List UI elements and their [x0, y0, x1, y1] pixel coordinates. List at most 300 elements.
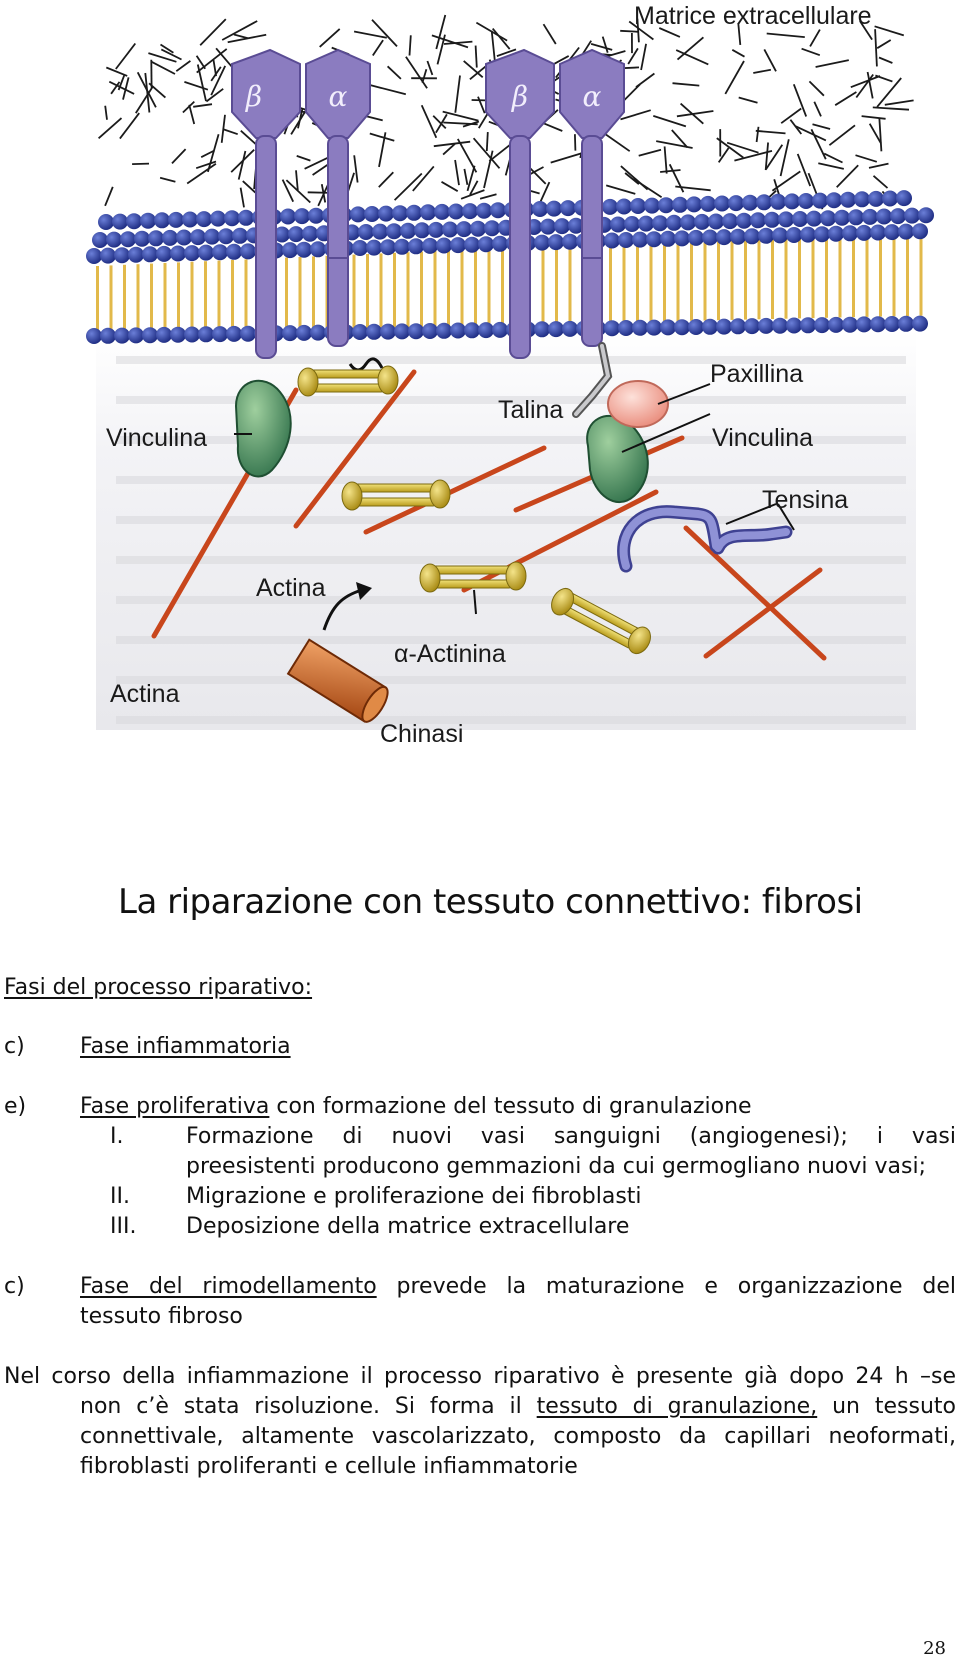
matrix-fiber: [591, 44, 612, 50]
matrix-fiber: [427, 61, 432, 75]
focal-adhesion-figure: [86, 0, 944, 780]
lipid-head: [294, 208, 310, 224]
lipid-head: [296, 242, 312, 258]
lipid-head: [156, 327, 172, 343]
lipid-head: [406, 205, 422, 221]
lipid-tail: [177, 262, 180, 332]
matrix-fiber: [354, 32, 387, 38]
lipid-head: [730, 229, 746, 245]
matrix-fiber: [105, 106, 107, 120]
matrix-fiber: [369, 85, 406, 94]
lipid-head: [364, 206, 380, 222]
lipid-head: [890, 208, 906, 224]
sublist-number: III.: [110, 1214, 137, 1239]
beta-label: β: [245, 80, 263, 113]
matrix-fiber: [132, 164, 149, 165]
matrix-fiber: [476, 46, 477, 68]
lipid-head: [478, 322, 494, 338]
matrix-fiber: [877, 40, 891, 48]
lipid-head: [694, 214, 710, 230]
lipid-head: [212, 326, 228, 342]
lipid-head: [778, 211, 794, 227]
lipid-head: [868, 191, 884, 207]
lipid-tail: [488, 249, 491, 326]
lipid-head: [386, 223, 402, 239]
lipid-head: [198, 245, 214, 261]
lipid-head: [352, 240, 368, 256]
vinculin-label-right: Vinculina: [712, 424, 814, 452]
alpha-actinin-label: α-Actinina: [394, 640, 506, 668]
matrix-fiber: [479, 114, 488, 128]
lipid-head: [672, 197, 688, 213]
lipid-head: [98, 214, 114, 230]
lipid-tail: [393, 253, 396, 328]
lipid-tail: [650, 241, 653, 321]
lipid-tail: [447, 250, 450, 326]
matrix-fiber: [120, 113, 139, 139]
matrix-fiber: [802, 49, 820, 56]
lipid-head: [548, 234, 564, 250]
lipid-head: [884, 224, 900, 240]
lipid-head: [448, 204, 464, 220]
lipid-head: [644, 198, 660, 214]
lipid-tail: [704, 239, 707, 321]
matrix-fiber: [138, 72, 156, 107]
lipid-tail: [623, 243, 626, 323]
lipid-tail: [420, 252, 423, 327]
lipid-head: [92, 232, 108, 248]
lipid-tail: [231, 260, 234, 331]
matrix-fiber: [824, 154, 842, 163]
lipid-head: [126, 213, 142, 229]
lipid-head: [882, 191, 898, 207]
lipid-tail: [663, 241, 666, 322]
lipid-head: [856, 225, 872, 241]
lipid-head: [784, 193, 800, 209]
lipid-head: [204, 229, 220, 245]
lipid-head: [408, 238, 424, 254]
matrix-fiber: [873, 107, 909, 109]
matrix-label: Matrice extracellulare: [634, 2, 872, 30]
matrix-fiber: [725, 61, 744, 94]
lipid-head: [842, 317, 858, 333]
lipid-head: [610, 217, 626, 233]
matrix-fiber: [116, 44, 136, 70]
matrix-fiber: [493, 29, 510, 49]
lipid-head: [478, 236, 494, 252]
matrix-fiber: [379, 172, 394, 187]
matrix-fiber: [410, 35, 411, 55]
lipid-head: [688, 230, 704, 246]
lipid-tail: [123, 265, 126, 334]
lipid-head: [912, 223, 928, 239]
matrix-fiber: [160, 178, 175, 182]
lipid-tail: [191, 262, 194, 332]
lipid-head: [492, 236, 508, 252]
lipid-tail: [920, 229, 923, 315]
lipid-head: [562, 321, 578, 337]
lipid-head: [434, 204, 450, 220]
matrix-fiber: [241, 188, 244, 208]
lipid-head: [658, 197, 674, 213]
matrix-fiber: [464, 169, 467, 185]
lipid-head: [702, 319, 718, 335]
lipid-head: [156, 246, 172, 262]
lipid-tail: [555, 246, 558, 324]
lipid-head: [806, 211, 822, 227]
lipid-head: [352, 324, 368, 340]
lipid-head: [546, 201, 562, 217]
lipid-head: [182, 212, 198, 228]
matrix-fiber: [200, 19, 226, 45]
lipid-head: [708, 214, 724, 230]
lipid-head: [554, 218, 570, 234]
lipid-head: [624, 216, 640, 232]
lipid-head: [378, 206, 394, 222]
lipid-head: [358, 224, 374, 240]
beta-label: β: [511, 80, 529, 113]
lipid-head: [392, 205, 408, 221]
lipid-head: [834, 210, 850, 226]
lipid-head: [232, 228, 248, 244]
matrix-fiber: [639, 150, 661, 156]
lipid-head: [176, 230, 192, 246]
lipid-head: [604, 320, 620, 336]
lipid-tail: [353, 255, 356, 329]
alpha-label: α: [328, 80, 348, 113]
lipid-head: [492, 322, 508, 338]
lipid-head: [828, 226, 844, 242]
lipid-head: [288, 226, 304, 242]
matrix-fiber: [184, 82, 208, 90]
lipid-head: [198, 326, 214, 342]
lipid-head: [560, 200, 576, 216]
matrix-fiber: [636, 74, 654, 88]
lipid-head: [792, 211, 808, 227]
lipid-head: [350, 206, 366, 222]
matrix-fiber: [206, 89, 223, 102]
actin-label-bottom: Actina: [110, 680, 180, 708]
lipid-head: [758, 228, 774, 244]
lipid-head: [170, 246, 186, 262]
matrix-fiber: [197, 49, 227, 73]
lipid-head: [800, 227, 816, 243]
matrix-fiber: [756, 131, 786, 134]
lipid-head: [464, 237, 480, 253]
lipid-head: [814, 226, 830, 242]
matrix-fiber: [151, 61, 175, 74]
lipid-head: [742, 195, 758, 211]
lipid-head: [840, 192, 856, 208]
lipid-head: [190, 229, 206, 245]
lipid-tail: [744, 237, 747, 319]
lipid-head: [646, 320, 662, 336]
lipid-head: [450, 237, 466, 253]
phase-description: con formazione del tessuto di granulazione: [276, 1094, 752, 1119]
phase-description-continued: tessuto fibroso: [80, 1304, 243, 1329]
matrix-fiber: [231, 150, 254, 172]
lipid-tail: [434, 251, 437, 327]
lipid-head: [86, 248, 102, 264]
phase-line: [80, 1092, 752, 1122]
lipid-head: [226, 244, 242, 260]
lipid-head: [842, 225, 858, 241]
lipid-head: [462, 203, 478, 219]
lipid-tail: [852, 232, 855, 317]
lipid-head: [814, 317, 830, 333]
matrix-fiber: [818, 163, 844, 169]
lipid-tail: [110, 265, 113, 333]
matrix-fiber: [809, 81, 824, 95]
matrix-fiber: [443, 112, 479, 121]
lipid-head: [196, 211, 212, 227]
matrix-fiber: [656, 141, 692, 148]
lipid-tail: [366, 254, 369, 328]
lipid-head: [688, 319, 704, 335]
lipid-head: [436, 323, 452, 339]
lipid-head: [154, 212, 170, 228]
lipid-head: [918, 207, 934, 223]
matrix-fiber: [772, 171, 800, 190]
lipid-tail: [906, 230, 909, 316]
lipid-head: [134, 231, 150, 247]
matrix-fiber: [422, 69, 426, 83]
lipid-tail: [542, 246, 545, 324]
sublist-item: Deposizione della matrice extracellulare: [186, 1214, 630, 1239]
matrix-fiber: [575, 134, 576, 150]
matrix-fiber: [551, 153, 582, 163]
lipid-tail: [380, 253, 383, 327]
lipid-head: [618, 232, 634, 248]
lipid-head: [476, 203, 492, 219]
lipid-tail: [164, 263, 167, 333]
matrix-fiber: [660, 170, 680, 172]
sublist-number: II.: [110, 1184, 130, 1209]
actin-label-mid: Actina: [256, 574, 326, 602]
lipid-head: [302, 226, 318, 242]
integrin-alpha-stalk: [582, 136, 602, 346]
lipid-head: [898, 316, 914, 332]
lipid-head: [282, 242, 298, 258]
lipid-head: [372, 224, 388, 240]
lipid-head: [442, 222, 458, 238]
lipid-head: [128, 247, 144, 263]
lipid-head: [422, 238, 438, 254]
lipid-head: [238, 210, 254, 226]
matrix-fiber: [606, 185, 635, 194]
lipid-head: [812, 193, 828, 209]
matrix-fiber: [455, 76, 460, 113]
lipid-head: [168, 212, 184, 228]
matrix-fiber: [172, 149, 186, 163]
lipid-head: [366, 240, 382, 256]
lipid-head: [296, 325, 312, 341]
lipid-tail: [218, 261, 221, 332]
granulation-tissue-term: tessuto di granulazione,: [536, 1394, 818, 1419]
matrix-fiber: [641, 44, 646, 70]
lipid-head: [772, 227, 788, 243]
matrix-fiber: [753, 70, 771, 73]
matrix-fiber: [422, 105, 437, 138]
matrix-fiber: [875, 26, 904, 35]
lipid-head: [414, 222, 430, 238]
matrix-fiber: [176, 61, 190, 71]
lipid-head: [898, 224, 914, 240]
lipid-head: [912, 316, 928, 332]
lipid-head: [226, 326, 242, 342]
lipid-head: [484, 220, 500, 236]
lipid-head: [184, 327, 200, 343]
lipid-head: [562, 234, 578, 250]
lipid-head: [632, 320, 648, 336]
alpha-label: α: [582, 80, 602, 113]
lipid-head: [786, 227, 802, 243]
lipid-head: [616, 199, 632, 215]
lipid-head: [456, 221, 472, 237]
matrix-fiber: [835, 92, 856, 105]
lipid-tail: [771, 236, 774, 319]
lipid-head: [422, 323, 438, 339]
lipid-tail: [407, 252, 410, 327]
lipid-head: [464, 322, 480, 338]
lipid-head: [86, 328, 102, 344]
matrix-fiber: [665, 146, 667, 173]
lipid-tail: [798, 235, 801, 319]
phase-line: [80, 1272, 956, 1302]
lipid-tail: [812, 234, 815, 318]
matrix-fiber: [621, 110, 651, 119]
lipid-head: [534, 235, 550, 251]
matrix-fiber: [105, 187, 113, 206]
lipid-head: [750, 212, 766, 228]
lipid-tail: [150, 264, 153, 333]
paragraph-line: [80, 1392, 956, 1422]
lipid-tail: [825, 234, 828, 318]
lipid-tail: [609, 243, 612, 322]
phases-heading: Fasi del processo riparativo:: [4, 975, 313, 1000]
lipid-head: [142, 246, 158, 262]
lipid-head: [826, 192, 842, 208]
lipid-head: [702, 230, 718, 246]
phase-label: Fase infiammatoria: [80, 1034, 291, 1059]
lipid-tail: [677, 240, 680, 321]
lipid-head: [140, 213, 156, 229]
matrix-fiber: [856, 155, 877, 162]
lipid-head: [120, 231, 136, 247]
matrix-fiber: [767, 34, 805, 38]
matrix-fiber: [436, 15, 445, 49]
lipid-head: [604, 233, 620, 249]
matrix-fiber: [320, 29, 340, 47]
lipid-tail: [866, 232, 869, 317]
list-marker: e): [4, 1094, 27, 1119]
lipid-head: [218, 228, 234, 244]
matrix-fiber: [813, 124, 831, 129]
matrix-fiber: [885, 100, 914, 104]
lipid-head: [638, 216, 654, 232]
lipid-head: [282, 325, 298, 341]
lipid-tail: [312, 256, 315, 329]
lipid-head: [224, 210, 240, 226]
lipid-tail: [731, 238, 734, 320]
matrix-fiber: [544, 24, 556, 44]
lipid-head: [100, 248, 116, 264]
lipid-head: [680, 214, 696, 230]
matrix-fiber: [732, 50, 744, 57]
lipid-head: [428, 222, 444, 238]
lipid-head: [602, 199, 618, 215]
lipid-head: [728, 195, 744, 211]
matrix-fiber: [634, 179, 662, 197]
lipid-head: [716, 319, 732, 335]
lipid-head: [666, 215, 682, 231]
lipid-head: [870, 316, 886, 332]
lipid-head: [280, 209, 296, 225]
sublist-number: I.: [110, 1124, 124, 1149]
sublist-item: Migrazione e proliferazione dei fibroblasti: [186, 1184, 642, 1209]
lipid-head: [764, 212, 780, 228]
matrix-fiber: [798, 154, 811, 186]
talin-label: Talina: [498, 396, 564, 424]
lipid-head: [884, 316, 900, 332]
integrin-beta-head: [232, 50, 300, 138]
lipid-head: [184, 245, 200, 261]
lipid-head: [532, 201, 548, 217]
lipid-head: [722, 213, 738, 229]
lipid-head: [828, 317, 844, 333]
lipid-head: [380, 239, 396, 255]
matrix-fiber: [620, 31, 639, 32]
lipid-head: [876, 209, 892, 225]
matrix-fiber: [283, 180, 294, 202]
integrin-beta-stalk: [256, 136, 276, 358]
matrix-fiber: [810, 30, 820, 47]
matrix-fiber: [372, 20, 397, 47]
lipid-tail: [717, 238, 720, 320]
vinculin-label-left: Vinculina: [106, 424, 208, 452]
lipid-head: [744, 318, 760, 334]
lipid-tail: [137, 264, 140, 333]
matrix-fiber: [234, 35, 248, 39]
matrix-fiber: [869, 164, 889, 168]
lipid-head: [730, 318, 746, 334]
lipid-head: [162, 230, 178, 246]
lipid-head: [716, 229, 732, 245]
matrix-fiber: [354, 155, 357, 182]
matrix-fiber: [816, 60, 849, 67]
lipid-head: [686, 196, 702, 212]
lipid-head: [310, 241, 326, 257]
matrix-fiber: [673, 83, 700, 85]
lipid-head: [736, 213, 752, 229]
phase-label: Fase del rimodellamento: [80, 1274, 377, 1299]
lipid-tail: [636, 242, 639, 322]
paragraph-line: fibroblasti proliferanti e cellule infiammatorie: [80, 1454, 578, 1479]
paragraph-line: Nel corso della infiammazione il processo riparativo è presente già dopo 24 h –se: [4, 1364, 956, 1389]
lipid-head: [618, 320, 634, 336]
lipid-head: [548, 321, 564, 337]
lipid-head: [310, 325, 326, 341]
matrix-fiber: [406, 57, 427, 88]
lipid-head: [772, 318, 788, 334]
matrix-fiber: [764, 49, 776, 71]
lipid-tail: [299, 257, 302, 330]
lipid-tail: [893, 231, 896, 317]
lipid-head: [756, 194, 772, 210]
lipid-head: [758, 318, 774, 334]
page-number: 28: [923, 1638, 946, 1659]
matrix-fiber: [193, 104, 212, 107]
